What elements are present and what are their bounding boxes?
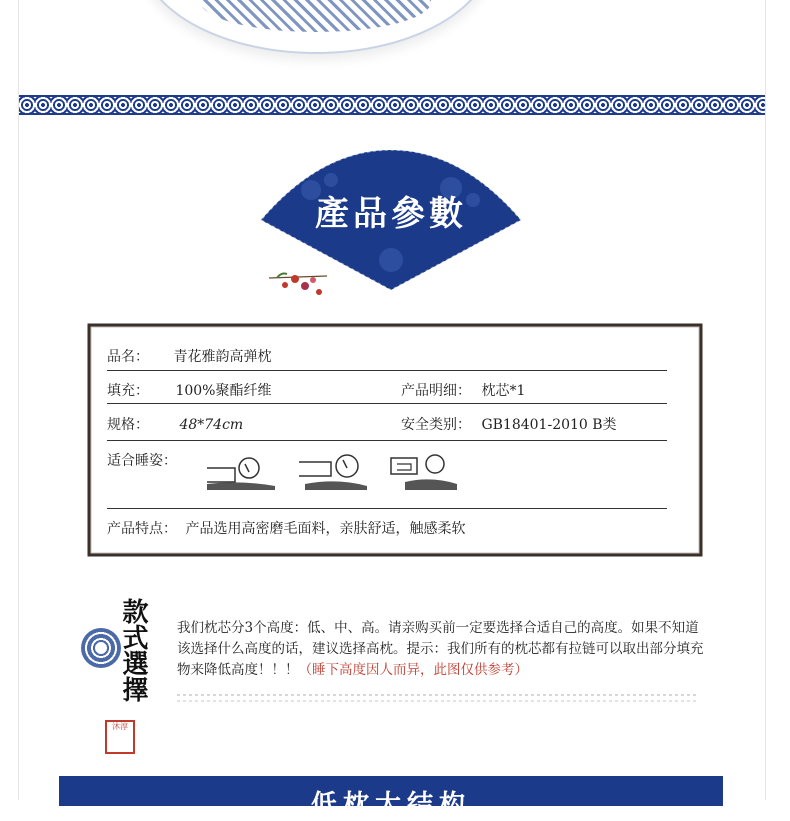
row-divider	[107, 403, 667, 404]
fine-print-line	[177, 690, 697, 708]
safety-value: GB18401-2010 B类	[481, 417, 617, 433]
param-row-size	[107, 414, 243, 434]
param-row-safety	[401, 414, 617, 434]
back-sleeping-posture-icon	[205, 454, 277, 494]
detail-label: 产品明细：	[401, 383, 471, 399]
style-section-title: 款式選擇	[118, 598, 148, 702]
row-divider	[107, 440, 667, 441]
feature-value: 产品选用高密磨毛面料，亲肤舒适，触感柔软	[185, 521, 466, 537]
name-label: 品名：	[107, 349, 149, 365]
param-row-detail	[401, 380, 525, 400]
bottom-section-banner	[59, 776, 723, 820]
section-title: 產品參數	[315, 194, 467, 234]
fill-label: 填充：	[107, 383, 149, 399]
red-seal-stamp: 沐淳	[105, 720, 135, 754]
row-divider	[107, 508, 667, 509]
style-description-note: （睡下高度因人而异，此图仅供参考）	[298, 662, 528, 678]
size-value: 48*74cm	[179, 417, 244, 433]
porcelain-plate-image	[139, 0, 493, 54]
fill-value: 100%聚酯纤维	[175, 383, 272, 399]
param-row-posture	[107, 450, 177, 470]
front-sleeping-posture-icon	[387, 454, 459, 494]
feature-label: 产品特点：	[107, 521, 177, 537]
product-detail-page	[18, 0, 766, 820]
detail-value: 枕芯*1	[481, 383, 526, 399]
name-value: 青花雅韵高弹枕	[173, 349, 272, 365]
posture-label: 适合睡姿：	[107, 453, 177, 469]
bottom-section-title: 低枕大结构	[310, 790, 471, 820]
plate-pattern	[201, 0, 431, 32]
size-label: 规格：	[107, 417, 149, 433]
safety-label: 安全类别：	[401, 417, 471, 433]
style-description-main: 我们枕芯分3个高度：低、中、高。请亲购买前一定要选择合适自己的高度。如果不知道该选择什么高度的话，建议选择高枕。提示：我们所有的枕芯都有拉链可以取出部分填充物来降低高度！！！	[177, 620, 704, 678]
fine-print-line	[177, 700, 697, 702]
side-sleeping-posture-icon	[297, 454, 369, 494]
param-row-fill	[107, 380, 271, 400]
berry-branch-icon	[267, 270, 337, 300]
param-row-feature	[107, 518, 465, 538]
param-row-name	[107, 346, 271, 366]
porcelain-border-band	[19, 95, 765, 115]
style-description	[177, 618, 707, 681]
row-divider	[107, 370, 667, 371]
